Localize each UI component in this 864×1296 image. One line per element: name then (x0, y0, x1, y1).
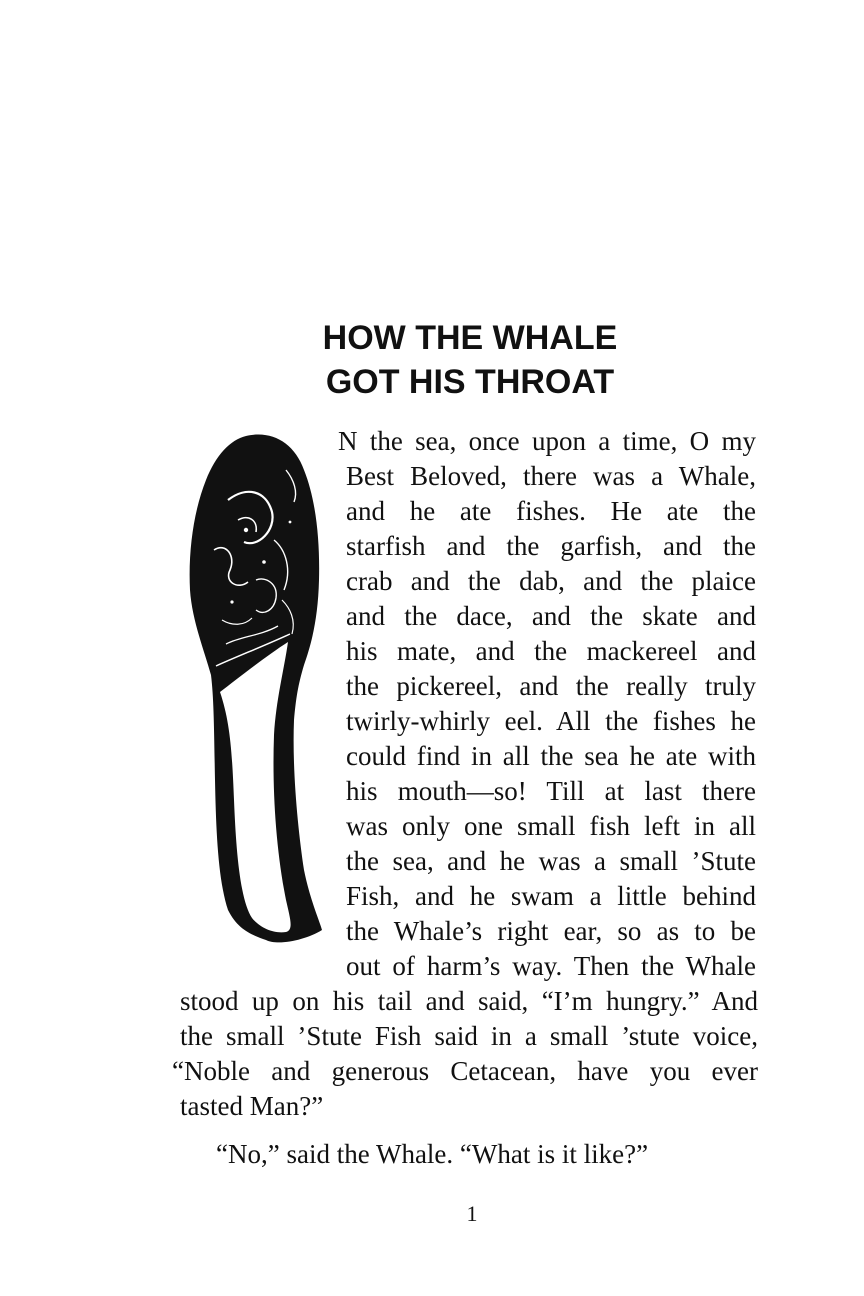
text-line: N the sea, once upon a time, O my (338, 426, 756, 456)
text-line: the Whale’s right ear, so as to be (346, 916, 756, 946)
text-line: crab and the dab, and the plaice (346, 566, 756, 596)
text-line: twirly-whirly eel. All the fishes he (346, 706, 756, 736)
text-line: was only one small fish left in all (346, 811, 756, 841)
chapter-title-line-1: HOW THE WHALE (322, 319, 618, 357)
illustrated-initial-i-icon (186, 430, 326, 946)
text-line: and he ate fishes. He ate the (346, 496, 756, 526)
text-line: his mate, and the mackereel and (346, 636, 756, 666)
text-line: the small ’Stute Fish said in a small ’stute voice, (180, 1021, 758, 1051)
chapter-title-line-2: GOT HIS THROAT (325, 363, 615, 401)
text-line: could find in all the sea he ate with (346, 741, 756, 771)
text-line: the sea, and he was a small ’Stute (346, 846, 756, 876)
text-line: starfish and the garfish, and the (346, 531, 756, 561)
page-number: 1 (466, 1201, 478, 1226)
text-line: Best Beloved, there was a Whale, (346, 461, 756, 491)
text-line: “Noble and generous Cetacean, have you ever (172, 1056, 758, 1086)
dialogue-paragraph: “No,” said the Whale. “What is it like?” (216, 1139, 649, 1169)
text-line: stood up on his tail and said, “I’m hungry.” And (180, 986, 758, 1016)
text-line: Fish, and he swam a little behind (346, 881, 756, 911)
text-line: the pickereel, and the really truly (346, 671, 756, 701)
text-line: out of harm’s way. Then the Whale (346, 951, 756, 981)
text-line: tasted Man?” (180, 1091, 324, 1121)
text-line: his mouth—so! Till at last there (346, 776, 756, 806)
text-line: and the dace, and the skate and (346, 601, 756, 631)
